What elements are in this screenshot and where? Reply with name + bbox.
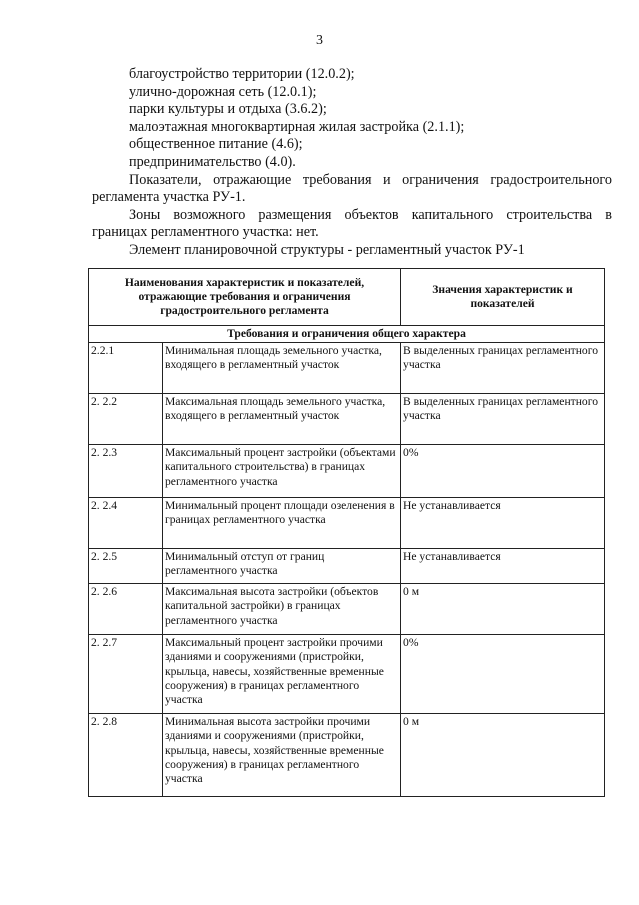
table-row bbox=[89, 584, 605, 635]
row-name: Минимальный процент площади озеленения в границах регламентного участка bbox=[163, 498, 401, 549]
row-name: Минимальный отступ от границ регламентного участка bbox=[163, 549, 401, 584]
row-name: Минимальная площадь земельного участка, входящего в регламентный участок bbox=[163, 343, 401, 394]
list-item: парки культуры и отдыха (3.6.2); bbox=[129, 101, 327, 118]
row-value: В выделенных границах регламентного участка bbox=[401, 343, 605, 394]
table-header-row bbox=[89, 269, 605, 326]
regulation-table bbox=[88, 268, 605, 797]
row-number: 2. 2.7 bbox=[89, 635, 163, 714]
row-name: Максимальный процент застройки (объектами капитального строительства) в границах регламентного участка bbox=[163, 445, 401, 498]
row-number: 2. 2.8 bbox=[89, 714, 163, 797]
list-item: малоэтажная многоквартирная жилая застройка (2.1.1); bbox=[129, 118, 465, 135]
row-name: Максимальный процент застройки прочими зданиями и сооружениями (пристройки, крыльца, навесы, хозяйственные временные сооружения) в границах регламентного участка bbox=[163, 635, 401, 714]
document-body bbox=[92, 66, 612, 260]
list-item: общественное питание (4.6); bbox=[129, 136, 303, 153]
row-name: Максимальная площадь земельного участка, входящего в регламентный участок bbox=[163, 394, 401, 445]
paragraph-element: Элемент планировочной структуры - регламентный участок РУ-1 bbox=[129, 241, 525, 258]
row-number: 2. 2.6 bbox=[89, 584, 163, 635]
row-value: Не устанавливается bbox=[401, 549, 605, 584]
row-number: 2. 2.3 bbox=[89, 445, 163, 498]
row-number: 2. 2.5 bbox=[89, 549, 163, 584]
section-row bbox=[89, 326, 605, 343]
paragraph-indicators: Показатели, отражающие требования и ограничения градостроительного регламента участка РУ-1. bbox=[92, 171, 612, 206]
table-row bbox=[89, 549, 605, 584]
list-item: предпринимательство (4.0). bbox=[129, 153, 296, 170]
page-number: 3 bbox=[316, 33, 323, 48]
row-number: 2. 2.2 bbox=[89, 394, 163, 445]
row-value: 0% bbox=[401, 635, 605, 714]
row-number: 2.2.1 bbox=[89, 343, 163, 394]
row-name: Минимальная высота застройки прочими зданиями и сооружениями (пристройки, крыльца, навесы, хозяйственные временные сооружения) в границах регламентного участка bbox=[163, 714, 401, 797]
row-number: 2. 2.4 bbox=[89, 498, 163, 549]
paragraph-zones: Зоны возможного размещения объектов капитального строительства в границах регламентного участка: нет. bbox=[92, 206, 612, 241]
list-item: благоустройство территории (12.0.2); bbox=[129, 66, 355, 82]
list-item: улично-дорожная сеть (12.0.1); bbox=[129, 83, 317, 100]
row-value: 0 м bbox=[401, 714, 605, 797]
table-row bbox=[89, 394, 605, 445]
table-row bbox=[89, 498, 605, 549]
row-name: Максимальная высота застройки (объектов капитальной застройки) в границах регламентного участка bbox=[163, 584, 401, 635]
header-name-cell: Наименования характеристик и показателей, отражающие требования и ограничения градостроительного регламента bbox=[89, 269, 401, 326]
table-row bbox=[89, 714, 605, 797]
table-row bbox=[89, 343, 605, 394]
section-title: Требования и ограничения общего характера bbox=[89, 326, 605, 343]
row-value: Не устанавливается bbox=[401, 498, 605, 549]
row-value: 0 м bbox=[401, 584, 605, 635]
table-row bbox=[89, 445, 605, 498]
row-value: В выделенных границах регламентного участка bbox=[401, 394, 605, 445]
table-row bbox=[89, 635, 605, 714]
row-value: 0% bbox=[401, 445, 605, 498]
header-value-cell: Значения характеристик и показателей bbox=[401, 269, 605, 326]
